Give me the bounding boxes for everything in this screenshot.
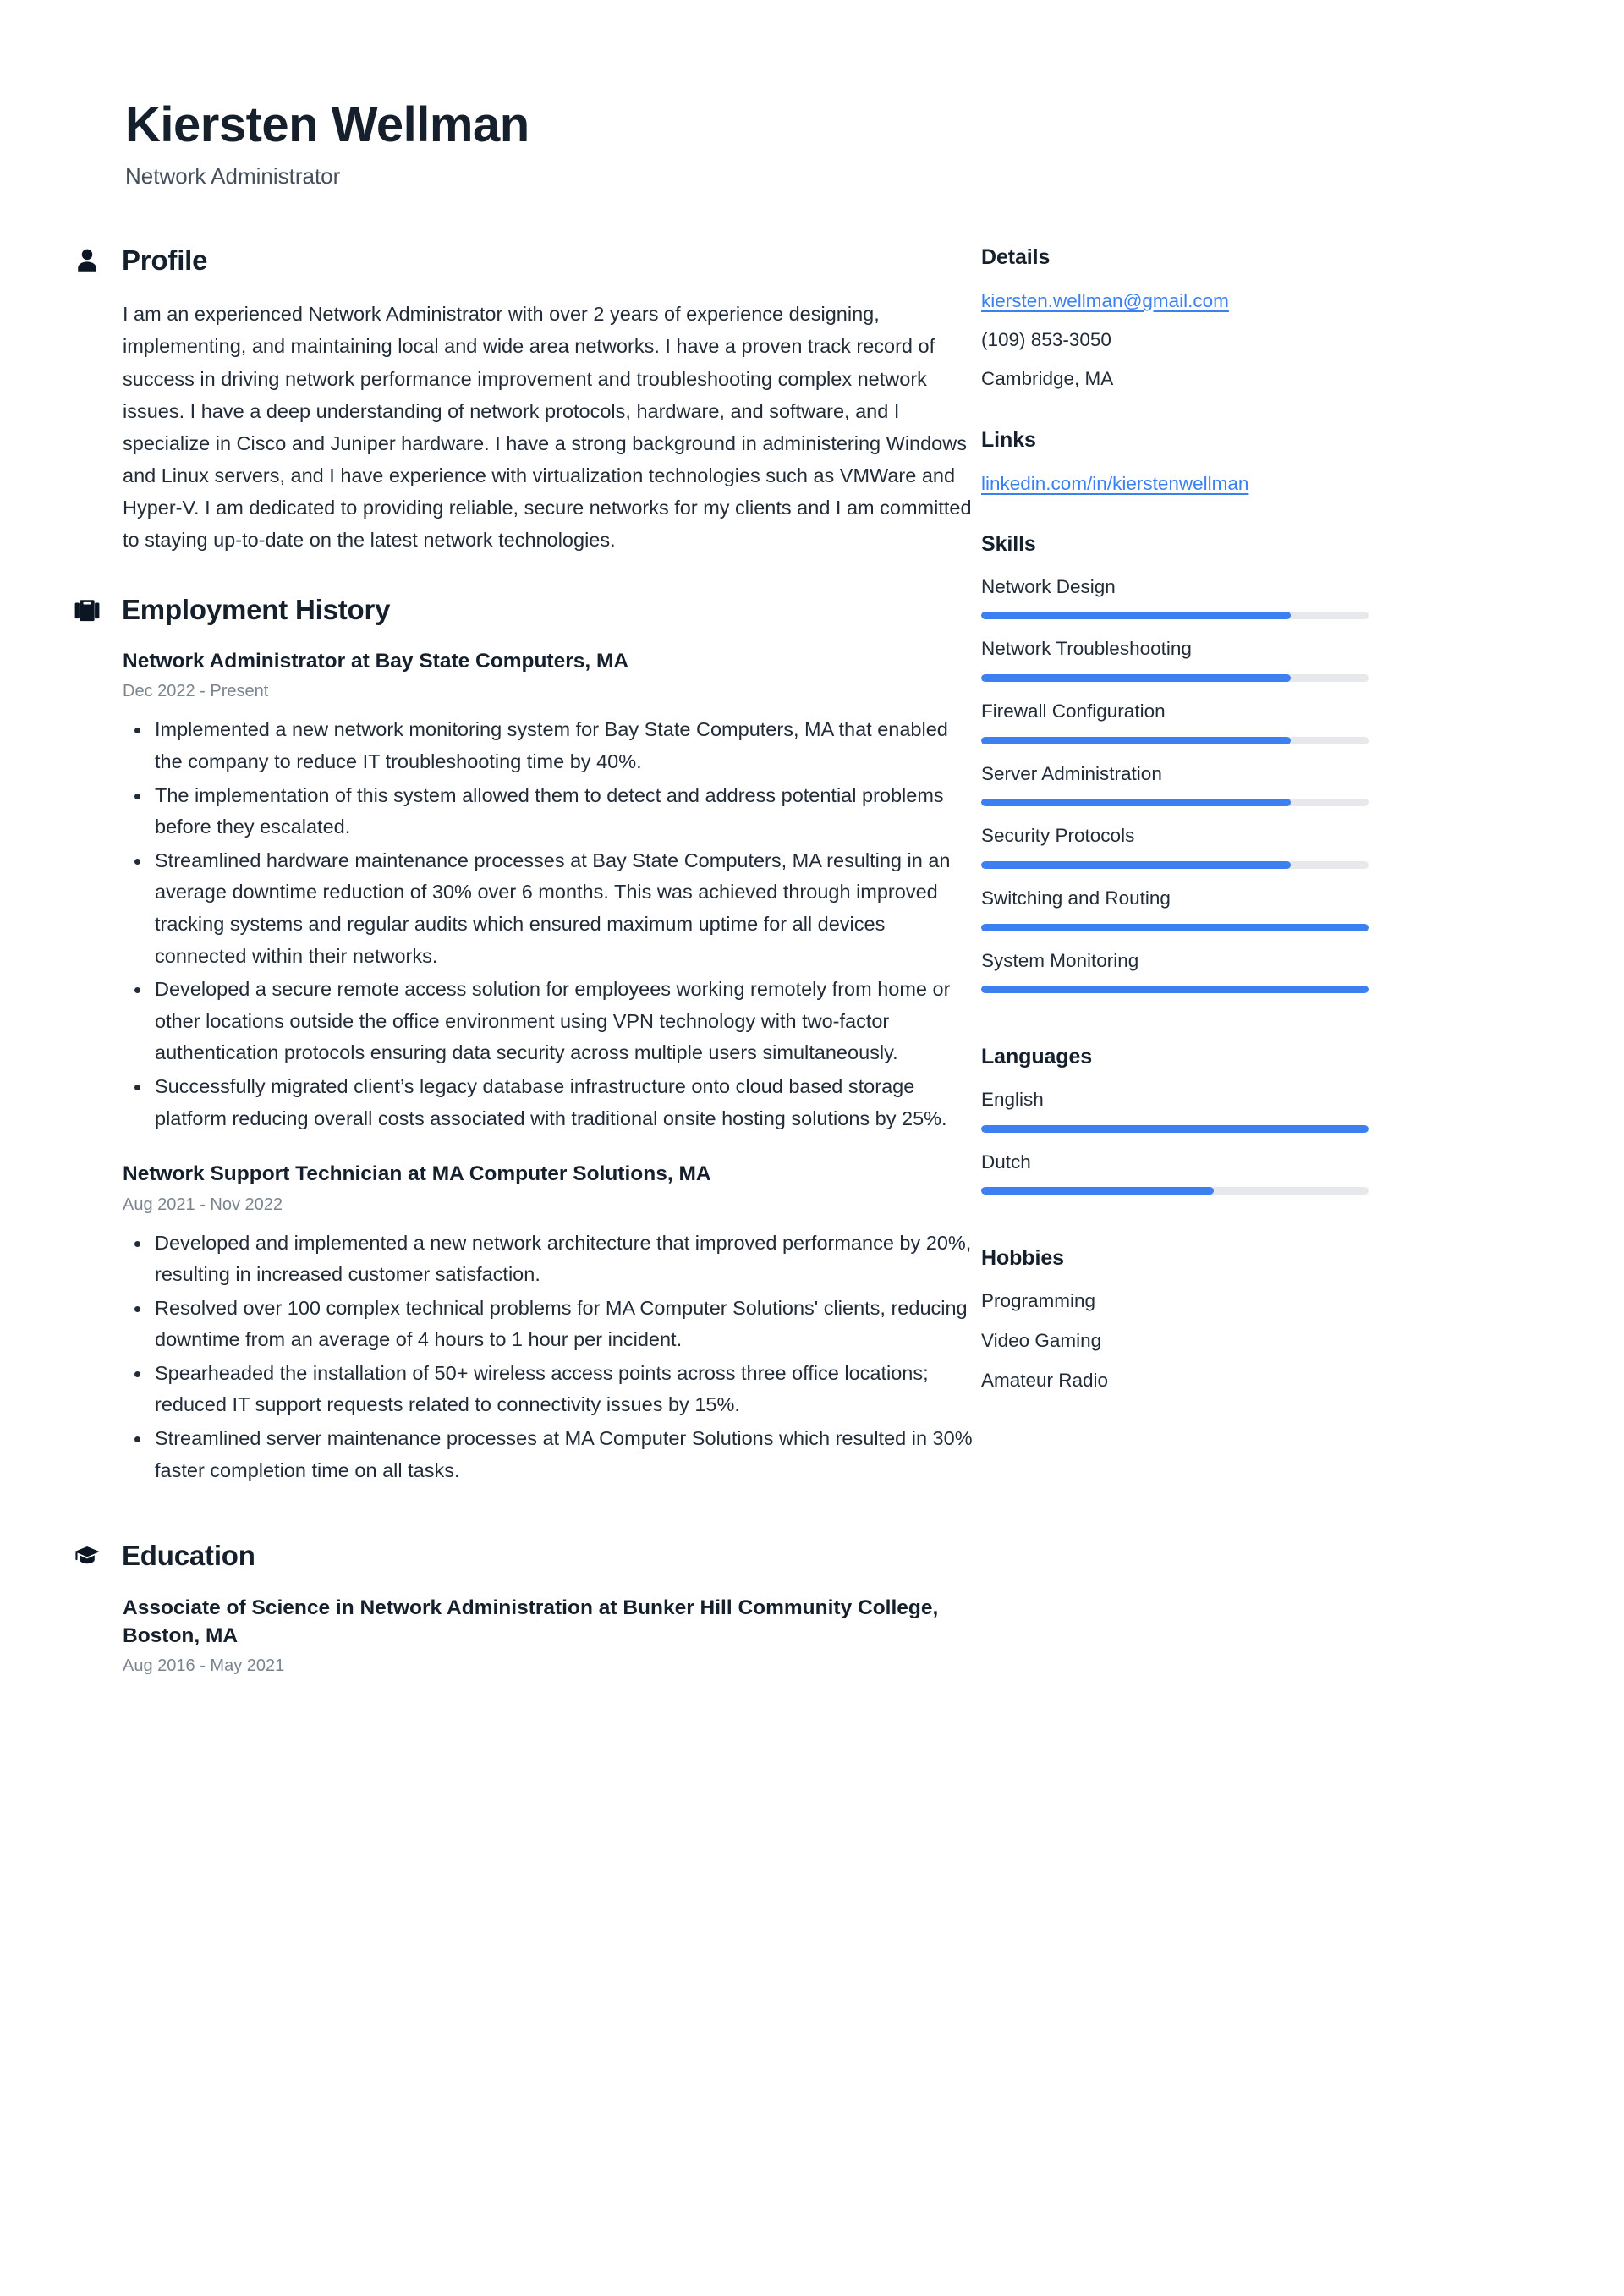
candidate-name: Kiersten Wellman [125, 97, 529, 152]
hobby-item: Video Gaming [981, 1330, 1102, 1352]
sidebar-hobbies-title: Hobbies [981, 1246, 1064, 1271]
hobby-item: Amateur Radio [981, 1369, 1109, 1391]
spacer [981, 1009, 1624, 1045]
employment-entry-title: Network Administrator at Bay State Computers, MA [123, 650, 629, 673]
skill-level-fill [981, 861, 1291, 869]
education-entry-title: Associate of Science in Network Administration at Bunker Hill Community College, Boston, MA [123, 1596, 939, 1647]
skill-level-fill [981, 674, 1291, 682]
skill-item [981, 635, 1624, 682]
employment-entry-date: Dec 2022 - Present [123, 682, 269, 701]
sidebar-languages [981, 1045, 1624, 1195]
language-label: English [981, 1089, 1044, 1111]
profile-summary-text: I am an experienced Network Administrator with over 2 years of experience designing, implementing, and maintaining local and wide area networks. I have a proven track record of success in driving network performance improvement and troubleshooting complex network issues. I have a deep understanding of network protocols, hardware, and software, and I specialize in Cisco and Juniper hardware. I have a strong background in administering Windows and Linux servers, and I have experience with virtualization technologies such as VMWare and Hyper-V. I am dedicated to providing reliable, secure networks for my clients and I am committed to staying up-to-date on the latest network technologies. [123, 303, 972, 551]
main-column [0, 245, 981, 1689]
skill-item [981, 885, 1624, 931]
skill-item [981, 822, 1624, 869]
sidebar-column [981, 245, 1624, 1406]
language-item [981, 1149, 1624, 1195]
section-employment [72, 595, 981, 1486]
skill-label: Network Troubleshooting [981, 638, 1192, 660]
skill-label: Security Protocols [981, 825, 1135, 847]
list-item: Spearheaded the installation of 50+ wireless access points across three office locations; reduced IT support requests related to connectivity issues by 15%. [123, 1358, 981, 1421]
skill-level-fill [981, 612, 1291, 619]
sidebar-links-title: Links [981, 427, 1036, 452]
language-level-track [981, 1125, 1369, 1133]
sidebar-links [981, 428, 1624, 508]
spacer [72, 1512, 981, 1541]
skill-level-track [981, 612, 1369, 619]
skill-label: Server Administration [981, 762, 1162, 784]
employment-entry-bullets [123, 714, 981, 1134]
skill-label: Switching and Routing [981, 887, 1171, 909]
list-item: Developed a secure remote access solution for employees working remotely from home or other locations outside the office environment using VPN technology with two-factor authentication protocols ensuring data security across multiple users simultaneously. [123, 974, 981, 1069]
skill-item [981, 948, 1624, 994]
skill-level-track [981, 924, 1369, 931]
section-education-header [72, 1541, 981, 1571]
skill-label: System Monitoring [981, 949, 1139, 971]
sidebar-details-title: Details [981, 245, 1051, 270]
resume-body [0, 245, 1624, 1689]
sidebar-languages-title: Languages [981, 1045, 1093, 1069]
skill-level-fill [981, 986, 1369, 993]
skill-level-fill [981, 799, 1291, 806]
language-label: Dutch [981, 1151, 1031, 1173]
list-item: Streamlined server maintenance processes at MA Computer Solutions which resulted in 30% faster completion time on all tasks. [123, 1423, 981, 1486]
skill-level-track [981, 799, 1369, 806]
phone-value: (109) 853-3050 [981, 329, 1111, 351]
skill-level-track [981, 674, 1369, 682]
section-profile-title: Profile [122, 244, 208, 277]
sidebar-skills-title: Skills [981, 531, 1036, 556]
employment-entry-bullets [123, 1228, 981, 1487]
section-education-body [72, 1594, 981, 1678]
language-item [981, 1086, 1624, 1133]
skill-item [981, 698, 1624, 744]
email-link[interactable]: kiersten.wellman@gmail.com [981, 290, 1229, 312]
skill-label: Firewall Configuration [981, 700, 1166, 722]
language-level-fill [981, 1125, 1369, 1133]
location-value: Cambridge, MA [981, 368, 1114, 390]
sidebar-skills [981, 532, 1624, 993]
spacer [981, 404, 1624, 428]
employment-entry-title: Network Support Technician at MA Computer Solutions, MA [123, 1162, 711, 1186]
section-employment-body [72, 647, 981, 1486]
sidebar-hobbies [981, 1246, 1624, 1394]
skill-item [981, 761, 1624, 807]
employment-entry [123, 647, 981, 1134]
hobby-item: Programming [981, 1290, 1096, 1312]
list-item: Successfully migrated client’s legacy database infrastructure onto cloud based storage platform reducing overall costs associated with traditional onsite hosting solutions by 25%. [123, 1071, 981, 1134]
spacer [981, 508, 1624, 532]
skill-level-fill [981, 924, 1369, 931]
section-employment-header [72, 595, 981, 625]
list-item: Resolved over 100 complex technical problems for MA Computer Solutions' clients, reducing downtime from an average of 4 hours to 1 hour per incident. [123, 1293, 981, 1356]
skill-level-track [981, 737, 1369, 744]
list-item: Implemented a new network monitoring system for Bay State Computers, MA that enabled the company to reduce IT troubleshooting time by 40%. [123, 714, 981, 777]
section-education-title: Education [122, 1540, 255, 1572]
section-profile [72, 245, 981, 556]
employment-entry-date: Aug 2021 - Nov 2022 [123, 1195, 283, 1214]
skill-level-track [981, 986, 1369, 993]
graduation-cap-icon [72, 1541, 102, 1571]
skill-level-fill [981, 737, 1291, 744]
spacer [981, 1211, 1624, 1246]
skill-label: Network Design [981, 575, 1116, 597]
candidate-job-title: Network Administrator [125, 162, 341, 189]
spacer [72, 556, 981, 595]
skill-item [981, 574, 1624, 620]
briefcase-icon [72, 595, 102, 625]
section-profile-body [72, 298, 981, 556]
skill-level-track [981, 861, 1369, 869]
employment-entry [123, 1160, 981, 1486]
resume-header [0, 0, 1624, 190]
linkedin-link[interactable]: linkedin.com/in/kierstenwellman [981, 472, 1249, 494]
list-item: Developed and implemented a new network architecture that improved performance by 20%, resulting in increased customer satisfaction. [123, 1228, 981, 1291]
education-entry-date: Aug 2016 - May 2021 [123, 1656, 285, 1676]
person-icon [72, 245, 102, 276]
education-entry [123, 1594, 981, 1678]
language-level-fill [981, 1187, 1214, 1195]
language-level-track [981, 1187, 1369, 1195]
section-employment-title: Employment History [122, 593, 391, 625]
sidebar-details [981, 245, 1624, 394]
section-profile-header [72, 245, 981, 276]
section-education [72, 1541, 981, 1677]
list-item: Streamlined hardware maintenance processes at Bay State Computers, MA resulting in an average downtime reduction of 30% over 6 months. This was achieved through improved tracking systems and regular audits which ensured maximum uptime for all devices connected within their networks. [123, 845, 981, 972]
list-item: The implementation of this system allowed them to detect and address potential problems before they escalated. [123, 780, 981, 843]
